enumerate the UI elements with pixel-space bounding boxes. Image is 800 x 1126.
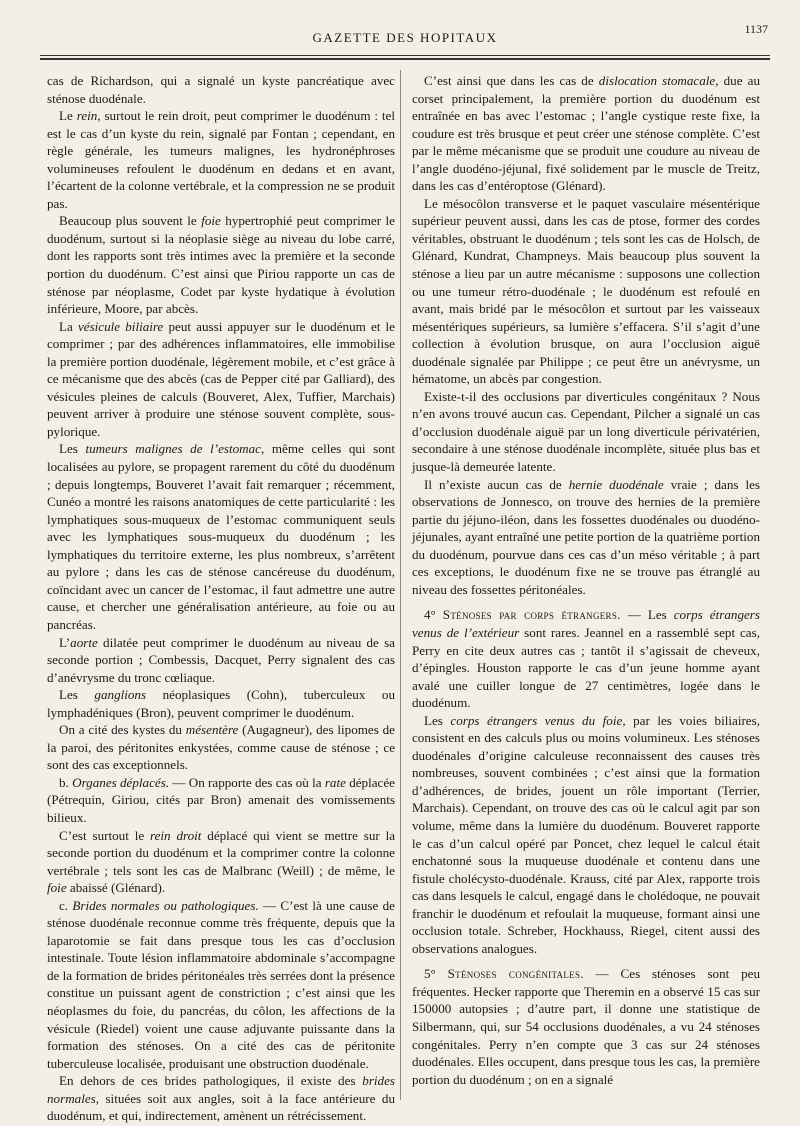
paragraph: [412, 606, 760, 711]
paragraph: [47, 107, 395, 212]
paragraph: [412, 476, 760, 599]
body-text: — C’est là une cause de sténose duodénale reconnue comme très fréquente, depuis que la laparotomie se fait dans presque tous les cas d’occlusion intestinale. Toute lésion inflammatoire abdominale s’accompagne de la formation de brides péritonéales très serrées dont la présence constitue un puissant agent de constriction ; c’est ainsi que les néoplasmes du foie, du pancréas, du côlon, les affections de la vésicule (Riedel) voient une cause adjuvante puissante dans la formation des sténoses. On a cité des cas de péritonite tuberculeuse localisée, produisant une obstruction duodénale.: [47, 897, 395, 1071]
body-text: , due au corset principalement, la première portion du duodénum est entraînée en bas avec l’estomac ; l’angle cystique reste fixe, la coudure est très brusque et peut créer une sténose complète. C’est par le même mécanisme que se produit une coudure au niveau de l’angle duodéno-jéjunal, fixé solidement par le muscle de Treitz, dans les cas d’entéroptose (Glénard).: [412, 73, 761, 194]
body-text: Les: [424, 712, 451, 728]
emphasis-text: rein: [76, 108, 98, 124]
paragraph: [47, 897, 395, 1072]
body-text: , situées soit aux angles, soit à la face antérieure du duodénum, et qui, indirectement, amènent un rétrécissement.: [47, 1090, 395, 1124]
body-text: peut aussi appuyer sur le duodénum et le comprimer ; par des adhérences inflammatoires, elle immobilise la première portion duodénale, légèrement mobile, et c’est grâce à ce mécanisme que des abcès (cas de Pepper cité par Galliard), des vésicules pleines de calculs (Bouveret, Alex, Tuffier, Marchais) peuvent arriver à produire une sténose souvent complète, sous-pylorique.: [47, 318, 395, 439]
emphasis-text: hernie duodénale: [568, 476, 664, 492]
body-text: déplacé qui vient se mettre sur la seconde portion du duodénum et la comprimer contre la colonne vertébrale ; tels sont les cas de Malbranc (Weill) ; de même, le: [47, 827, 396, 878]
paragraph: [412, 965, 760, 1088]
paragraph: [47, 686, 395, 721]
body-text: vraie ; dans les observations de Jonnesco, on trouve des hernies de la première partie du jéjuno-iléon, dans les fossettes duodénales ou duodéno-jéjunales, ayant entraîné une petite portion de la quatrième portion du duodénum, pourvue dans ces cas d’un méso véritable ; à part ces exceptions, le duodénum fixe ne se trouve pas étranglé au niveau des fossettes péritonéales.: [412, 476, 760, 597]
emphasis-text: rein droit: [150, 827, 202, 843]
body-text: sont rares. Jeannel en a rassemblé sept cas, Perry en cite deux autres cas ; tantôt il s’agissait de cheveux, d’épingles. Houston rapporte le cas d’un jeune homme ayant avalé une cuiller longue de 27 centimètres, logée dans le duodénum.: [412, 624, 760, 711]
body-text: hypertrophié peut comprimer le duodénum, surtout si la néoplasie siège au niveau du lobe carré, dont les rapports sont très intimes avec la première et la seconde portion du duodénum. C’est ainsi que Piriou rapporte un cas de sténose par néoplasme, Codet par kyste hydatique à évolution inférieure, Moore, par abcès.: [47, 213, 395, 317]
body-text: — Les: [620, 607, 674, 623]
body-text: cas de Richardson, qui a signalé un kyste pancréatique avec sténose duodénale.: [47, 73, 395, 106]
paragraph: [47, 1072, 395, 1125]
body-text: L’: [59, 634, 71, 650]
body-text: , surtout le rein droit, peut comprimer le duodénum : tel est le cas d’un kyste du rein, signalé par Fontan ; cependant, en règle générale, les tumeurs malignes, les hydronéphroses volumineuses refoulent le duodénum en dedans et en avant, l’écartent de la colonne vertébrale, et la compression ne se produit pas.: [47, 108, 395, 211]
paragraph: [47, 72, 395, 107]
emphasis-text: Organes déplacés.: [72, 774, 170, 790]
page-number: 1137: [744, 22, 768, 36]
body-text: Il n’existe aucun cas de: [424, 476, 569, 492]
column-divider: [400, 70, 401, 1100]
section-heading: Sténoses congénitales.: [447, 966, 584, 982]
paragraph: [47, 634, 395, 687]
body-text: Le mésocôlon transverse et le paquet vasculaire mésentérique supérieur peuvent aussi, dans les cas de ptose, former des cordes véritables, obstruant le duodénum ; tels sont les cas de Holsch, de Glénard, Kundrat, Champneys. Mais beaucoup plus souvent la sténose a lieu par un autre mécanisme : supposons une collection ou une tumeur rétro-duodénale ; le duodénum est refoulé en avant, mais bridé par le mésocôlon et surtout par les vaisseaux mésentériques supérieurs, sa lumière s’effacera. S’il s’agit d’une collection à évolution brusque, on aura l’occlusion aiguë duodénale signalée par Philippe ; ce peut être un anévrysme, un hématome, un abcès par congestion.: [412, 195, 760, 387]
paragraph: [412, 195, 760, 388]
section-heading: Sténoses par corps étrangers.: [442, 607, 621, 623]
emphasis-text: aorte: [70, 634, 98, 650]
body-text: Les: [59, 687, 95, 703]
body-text: Le: [59, 108, 77, 124]
paragraph: [47, 774, 395, 827]
emphasis-text: rate: [324, 774, 346, 790]
body-text: , par les voies biliaires, consistent en des calculs plus ou moins volumineux. Les sténoses duodénales d’origine calculeuse reconnaissent des causes très nombreuses, souvent combinées ; c’est ainsi que la formation d’adhérences, de brides, jouent un rôle important (Terrier, Marchais). Cependant, on trouve des cas où le calcul agit par son volume, même dans la lumière du duodénum. Bouveret rapporte le cas d’un calcul opéré par Poncet, chez lequel le calcul était enchatonné sous la muqueuse duodénale et contenu dans une fistule cholécysto-duodénale. Krauss, cité par Alex, rapporte trois cas dans lesquels le calcul, engagé dans le cholédoque, ne pouvait franchir le duodénum et refoulait la muqueuse, formant ainsi une occlusion totale. Schreber, Hockhauss, Riegel, citent aussi des observations analogues.: [412, 712, 760, 956]
body-text: b.: [59, 774, 73, 790]
header-rule-thin: [40, 55, 770, 56]
body-text: dilatée peut comprimer le duodénum au niveau de sa seconde portion ; Combessis, Dacquet, Perry signalent des cas d’anévrysme du tronc cœliaque.: [47, 634, 395, 685]
emphasis-text: corps étrangers venus de l’extérieur: [412, 607, 760, 640]
emphasis-text: corps étrangers venus du foie: [450, 712, 623, 728]
emphasis-text: dislocation stomacale: [598, 73, 716, 88]
body-text: Beaucoup plus souvent le: [59, 213, 202, 229]
body-text: Les: [59, 441, 86, 457]
paragraph: [47, 318, 395, 441]
body-text: 4°: [424, 607, 443, 623]
emphasis-text: foie: [47, 880, 67, 896]
right-column: [412, 72, 760, 1088]
body-text: déplacée (Pétrequin, Giriou, cités par Bron) amenait des vomissements bilieux.: [47, 774, 395, 825]
body-text: Existe-t-il des occlusions par diverticules congénitaux ? Nous n’en avons trouvé aucun cas. Cependant, Pilcher a signalé un cas d’occlusion duodénale aiguë par un long diverticule périvatérien, secondaire à une sténose duodénale incomplète, située plus bas et jusque-là demeurée latente.: [412, 388, 760, 475]
body-text: c.: [59, 897, 73, 913]
header-rule-thick: [40, 58, 770, 60]
emphasis-text: ganglions: [94, 687, 147, 703]
journal-title: GAZETTE DES HOPITAUX: [312, 30, 498, 45]
body-text: abaissé (Glénard).: [66, 880, 166, 896]
body-text: 5°: [424, 966, 448, 982]
body-text: , même celles qui sont localisées au pylore, se propagent rarement du côté du duodénum ; depuis longtemps, Bouveret l’avait fait remarquer ; récemment, Cunéo a montré les raisons anatomiques de cette particularité : les lymphatiques sous-muqueux de l’estomac communiquent seuls avec les lymphatiques sous-muqueux du duodénum ; les lymphatiques du territoire externe, les plus nombreux, s’arrêtent au pylore ; dans les cas de sténose cancéreuse du duodénum, coïncidant avec un cancer de l’estomac, il faut admettre une autre cause, et chercher une généralisation antérieure, au foie ou au pancréas.: [47, 441, 395, 632]
emphasis-text: foie: [201, 213, 221, 229]
emphasis-text: mésentère: [185, 722, 239, 738]
body-text: — On rapporte des cas où la: [169, 774, 325, 790]
body-text: En dehors de ces brides pathologiques, il existe des: [59, 1073, 363, 1089]
paragraph: [47, 721, 395, 774]
emphasis-text: Brides normales ou pathologiques.: [72, 897, 259, 913]
emphasis-text: vésicule biliaire: [77, 318, 164, 334]
body-text: La: [59, 318, 78, 334]
body-text: On a cité des kystes du: [59, 722, 186, 738]
emphasis-text: brides normales: [47, 1073, 395, 1106]
left-column: [47, 72, 395, 1125]
paragraph: [47, 212, 395, 317]
body-text: C’est surtout le: [59, 827, 150, 843]
body-text: — Ces sténoses sont peu fréquentes. Hecker rapporte que Theremin en a observé 15 cas sur 150000 autopsies ; d’autre part, il donne une statistique de Silbermann, qui, sur 54 occlusions duodénales, a vu 24 sténoses congénitales. Perry n’en compte que 3 cas sur 24 sténoses duodénales. Elles occupent, dans presque tous les cas, la première portion du duodénum ; on en a signalé: [412, 966, 760, 1087]
paragraph: [47, 440, 395, 633]
emphasis-text: tumeurs malignes de l’estomac: [85, 441, 261, 457]
paragraph: [412, 388, 760, 476]
paragraph: [412, 712, 760, 958]
body-text: C’est ainsi que dans les cas de: [424, 73, 599, 88]
body-text: néoplasiques (Cohn), tuberculeux ou lymphadéniques (Bron), peuvent comprimer le duodénum.: [47, 687, 396, 720]
paragraph: [47, 827, 395, 897]
paragraph: [412, 72, 760, 195]
page-header: [40, 22, 770, 52]
body-text: (Augagneur), des lipomes de la paroi, des péritonites enkystées, comme cause de sténose ; ce sont des cas exceptionnels.: [47, 722, 395, 773]
